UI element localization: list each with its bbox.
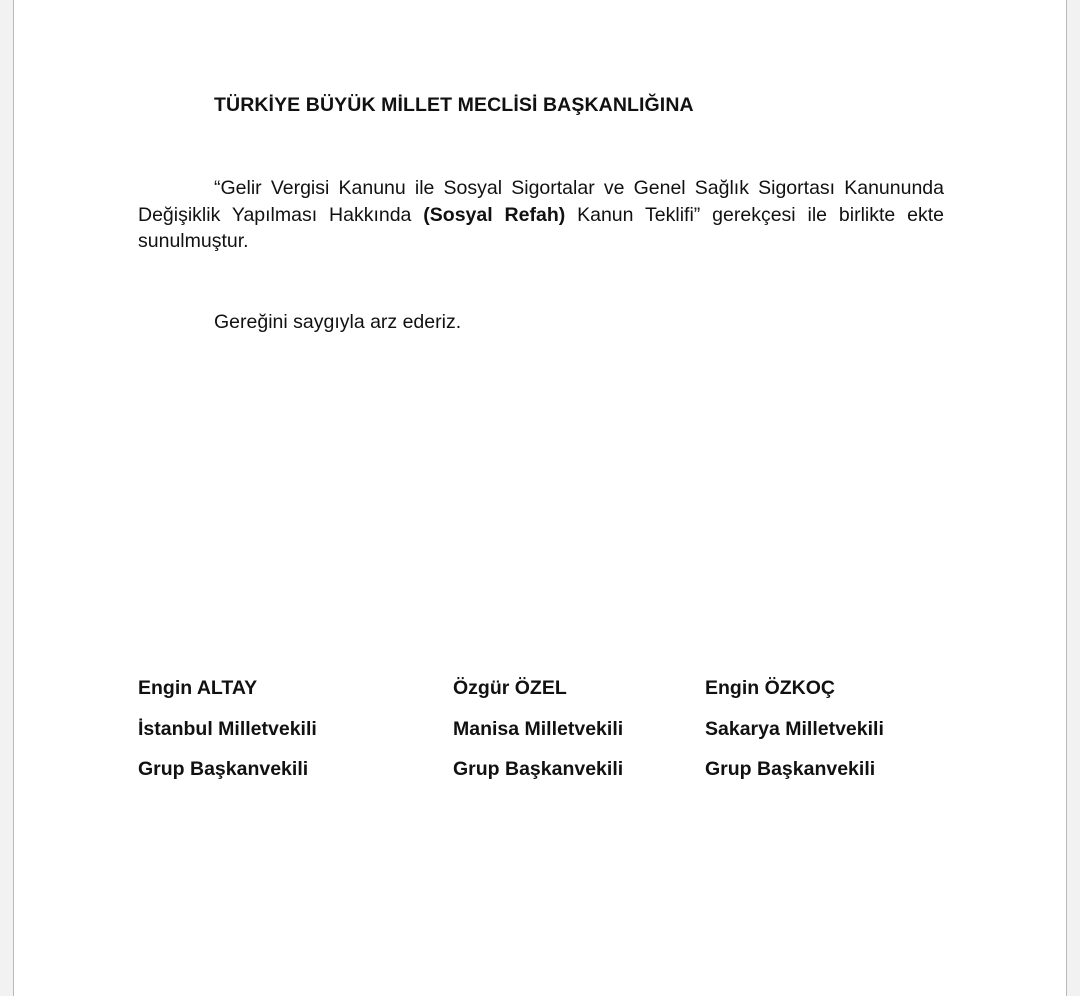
signer-role: Grup Başkanvekili [138, 758, 309, 780]
closing-line: Gereğini saygıyla arz ederiz. [214, 311, 462, 333]
signer-role: Grup Başkanvekili [453, 758, 624, 780]
signer-name: Özgür ÖZEL [453, 677, 567, 699]
signer-name: Engin ALTAY [138, 677, 258, 699]
document-page [13, 0, 1067, 996]
body-text-part2: Kanun Teklifi” gerekçesi ile birlikte ekte sunulmuştur. [138, 203, 944, 252]
signer-region: Manisa Milletvekili [453, 717, 624, 740]
body-paragraph [138, 175, 944, 255]
signer-block-2 [453, 676, 623, 798]
body-text-bold: (Sosyal Refah) [423, 203, 566, 226]
signer-block-3 [705, 676, 884, 798]
signer-role: Grup Başkanvekili [705, 758, 876, 780]
body-text-part1: “Gelir Vergisi Kanunu ile Sosyal Sigortalar ve Genel Sağlık Sigortası Kanununda Değişiklik Yapılması Hakkında [138, 177, 944, 226]
document-title: TÜRKİYE BÜYÜK MİLLET MECLİSİ BAŞKANLIĞINA [214, 94, 694, 116]
signer-block-1 [138, 676, 317, 798]
signer-name: Engin ÖZKOÇ [705, 677, 835, 699]
signer-region: İstanbul Milletvekili [138, 717, 317, 740]
signer-region: Sakarya Milletvekili [705, 717, 884, 740]
